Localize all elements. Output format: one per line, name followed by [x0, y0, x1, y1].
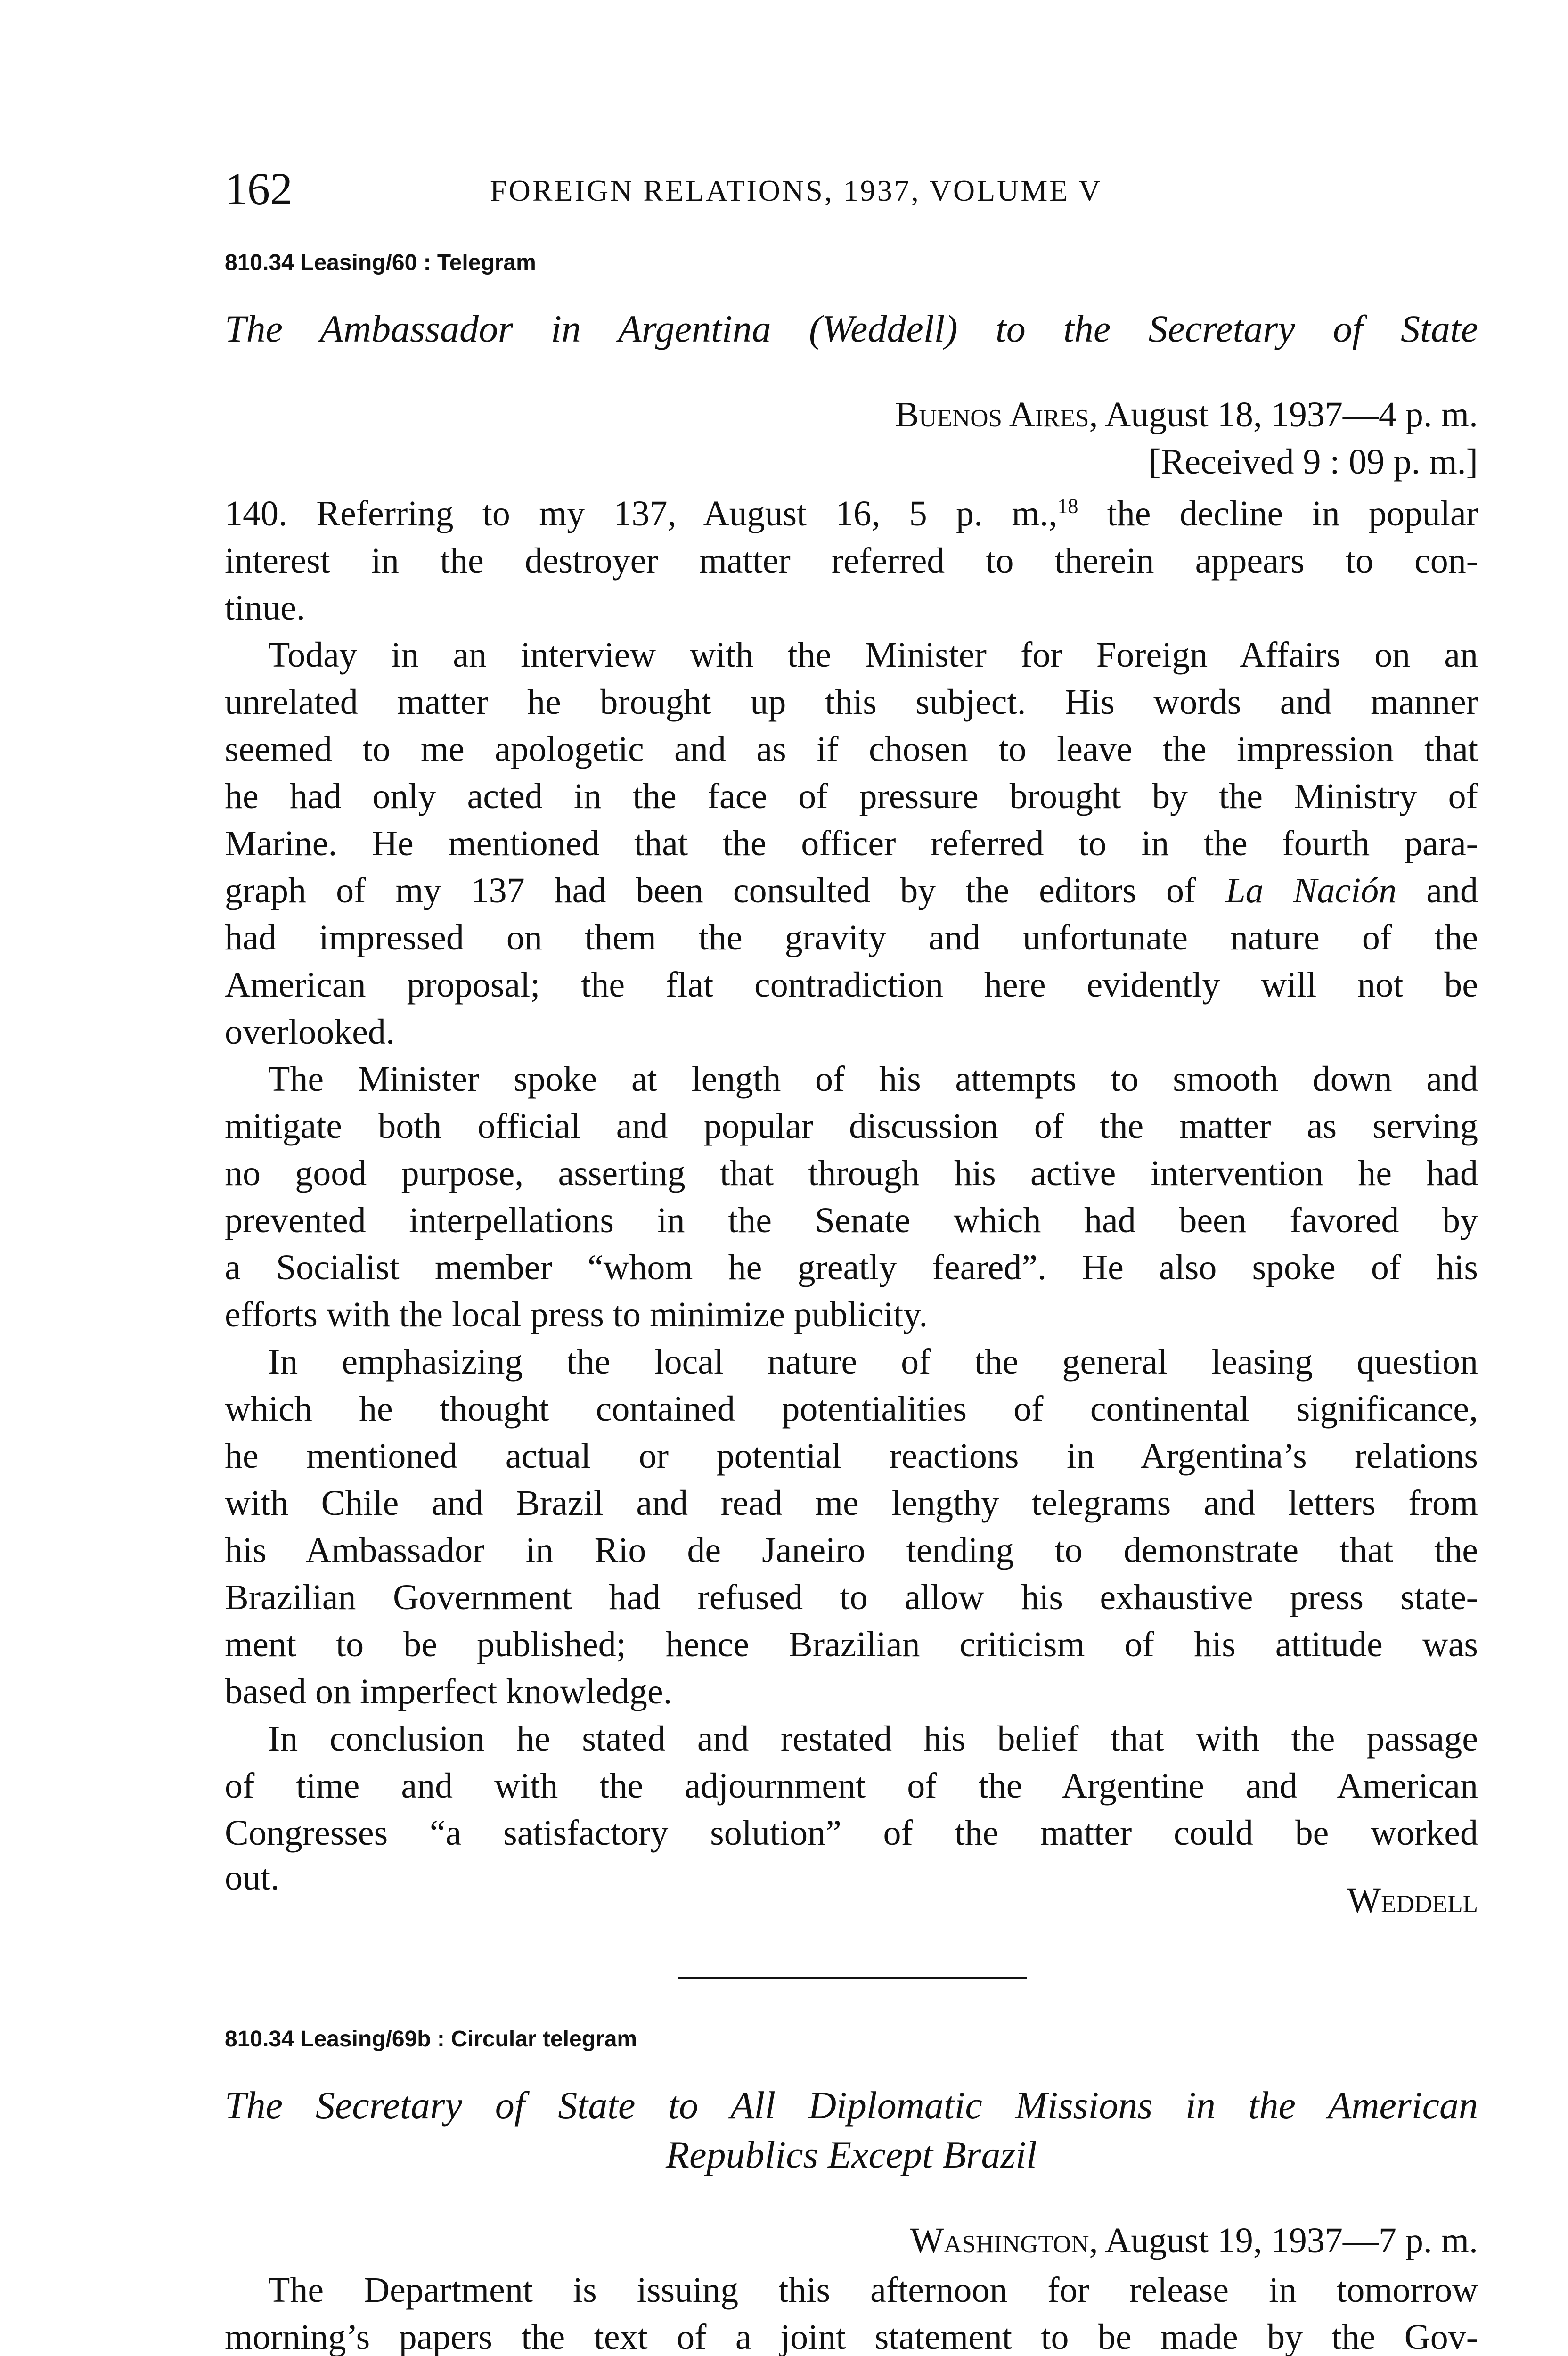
paragraph-line: had impressed on them the gravity and unfortunate nature of the	[225, 918, 1478, 957]
paragraph-line: out.	[225, 1858, 280, 1898]
signature: Weddell	[1347, 1881, 1478, 1920]
paragraph-line: In conclusion he stated and restated his belief that with the passage	[268, 1719, 1478, 1759]
paragraph-line: 140. Referring to my 137, August 16, 5 p. m.,$^{18}$ the decline in popular	[225, 494, 1478, 533]
document-title: The Ambassador in Argentina (Weddell) to the Secretary of State	[225, 307, 1478, 350]
section-divider	[678, 1977, 1027, 1979]
paragraph-line: of time and with the adjournment of the Argentine and American	[225, 1766, 1478, 1806]
paragraph-line: tinue.	[225, 588, 305, 628]
paragraph-line: Today in an interview with the Minister for Foreign Affairs on an	[268, 635, 1478, 675]
page-number: 162	[225, 164, 293, 214]
paragraph-line: his Ambassador in Rio de Janeiro tending to demonstrate that the	[225, 1530, 1478, 1570]
paragraph-line: he had only acted in the face of pressure brought by the Ministry of	[225, 777, 1478, 816]
paragraph-line: a Socialist member “whom he greatly feared”. He also spoke of his	[225, 1248, 1478, 1287]
paragraph-line: unrelated matter he brought up this subject. His words and manner	[225, 682, 1478, 722]
paragraph-line: prevented interpellations in the Senate which had been favored by	[225, 1201, 1478, 1240]
file-reference: 810.34 Leasing/60 : Telegram	[225, 250, 536, 275]
paragraph-line: seemed to me apologetic and as if chosen to leave the impression that	[225, 729, 1478, 769]
paragraph-line: based on imperfect knowledge.	[225, 1672, 672, 1711]
running-title: FOREIGN RELATIONS, 1937, VOLUME V	[490, 174, 1102, 207]
paragraph-line: Brazilian Government had refused to allow his exhaustive press state-	[225, 1578, 1478, 1617]
paragraph-line: morning’s papers the text of a joint statement to be made by the Gov-	[225, 2317, 1478, 2356]
dateline: Buenos Aires, August 18, 1937—4 p. m.	[895, 395, 1478, 434]
paragraph-line: American proposal; the flat contradiction here evidently will not be	[225, 965, 1478, 1005]
file-reference: 810.34 Leasing/69b : Circular telegram	[225, 2027, 637, 2052]
paragraph-line: with Chile and Brazil and read me lengthy telegrams and letters from	[225, 1483, 1478, 1523]
paragraph-line: The Department is issuing this afternoon for release in tomorrow	[268, 2270, 1478, 2310]
paragraph-line: interest in the destroyer matter referred to therein appears to con-	[225, 541, 1478, 581]
paragraph-line: The Minister spoke at length of his attempts to smooth down and	[268, 1059, 1478, 1099]
paragraph-line: In emphasizing the local nature of the general leasing question	[268, 1342, 1478, 1382]
paragraph-line: overlooked.	[225, 1012, 395, 1052]
paragraph-line: ment to be published; hence Brazilian criticism of his attitude was	[225, 1625, 1478, 1664]
paragraph-line: which he thought contained potentialities of continental significance,	[225, 1389, 1478, 1429]
paragraph-line: graph of my 137 had been consulted by the editors of La Nación and	[225, 871, 1478, 910]
paragraph-line: mitigate both official and popular discussion of the matter as serving	[225, 1106, 1478, 1146]
received-time: [Received 9 : 09 p. m.]	[1149, 442, 1478, 482]
document-title: The Secretary of State to All Diplomatic Missions in the American	[225, 2084, 1478, 2127]
paragraph-line: Marine. He mentioned that the officer referred to in the fourth para-	[225, 824, 1478, 863]
paragraph-line: efforts with the local press to minimize publicity.	[225, 1295, 928, 1334]
paragraph-line: no good purpose, asserting that through his active intervention he had	[225, 1153, 1478, 1193]
document-title-line2: Republics Except Brazil	[666, 2133, 1037, 2176]
paragraph-line: Congresses “a satisfactory solution” of the matter could be worked	[225, 1813, 1478, 1853]
paragraph-line: he mentioned actual or potential reactions in Argentina’s relations	[225, 1436, 1478, 1476]
footnote-reference: 18	[1057, 494, 1078, 518]
dateline: Washington, August 19, 1937—7 p. m.	[910, 2221, 1478, 2260]
newspaper-name: La Nación	[1225, 871, 1397, 910]
